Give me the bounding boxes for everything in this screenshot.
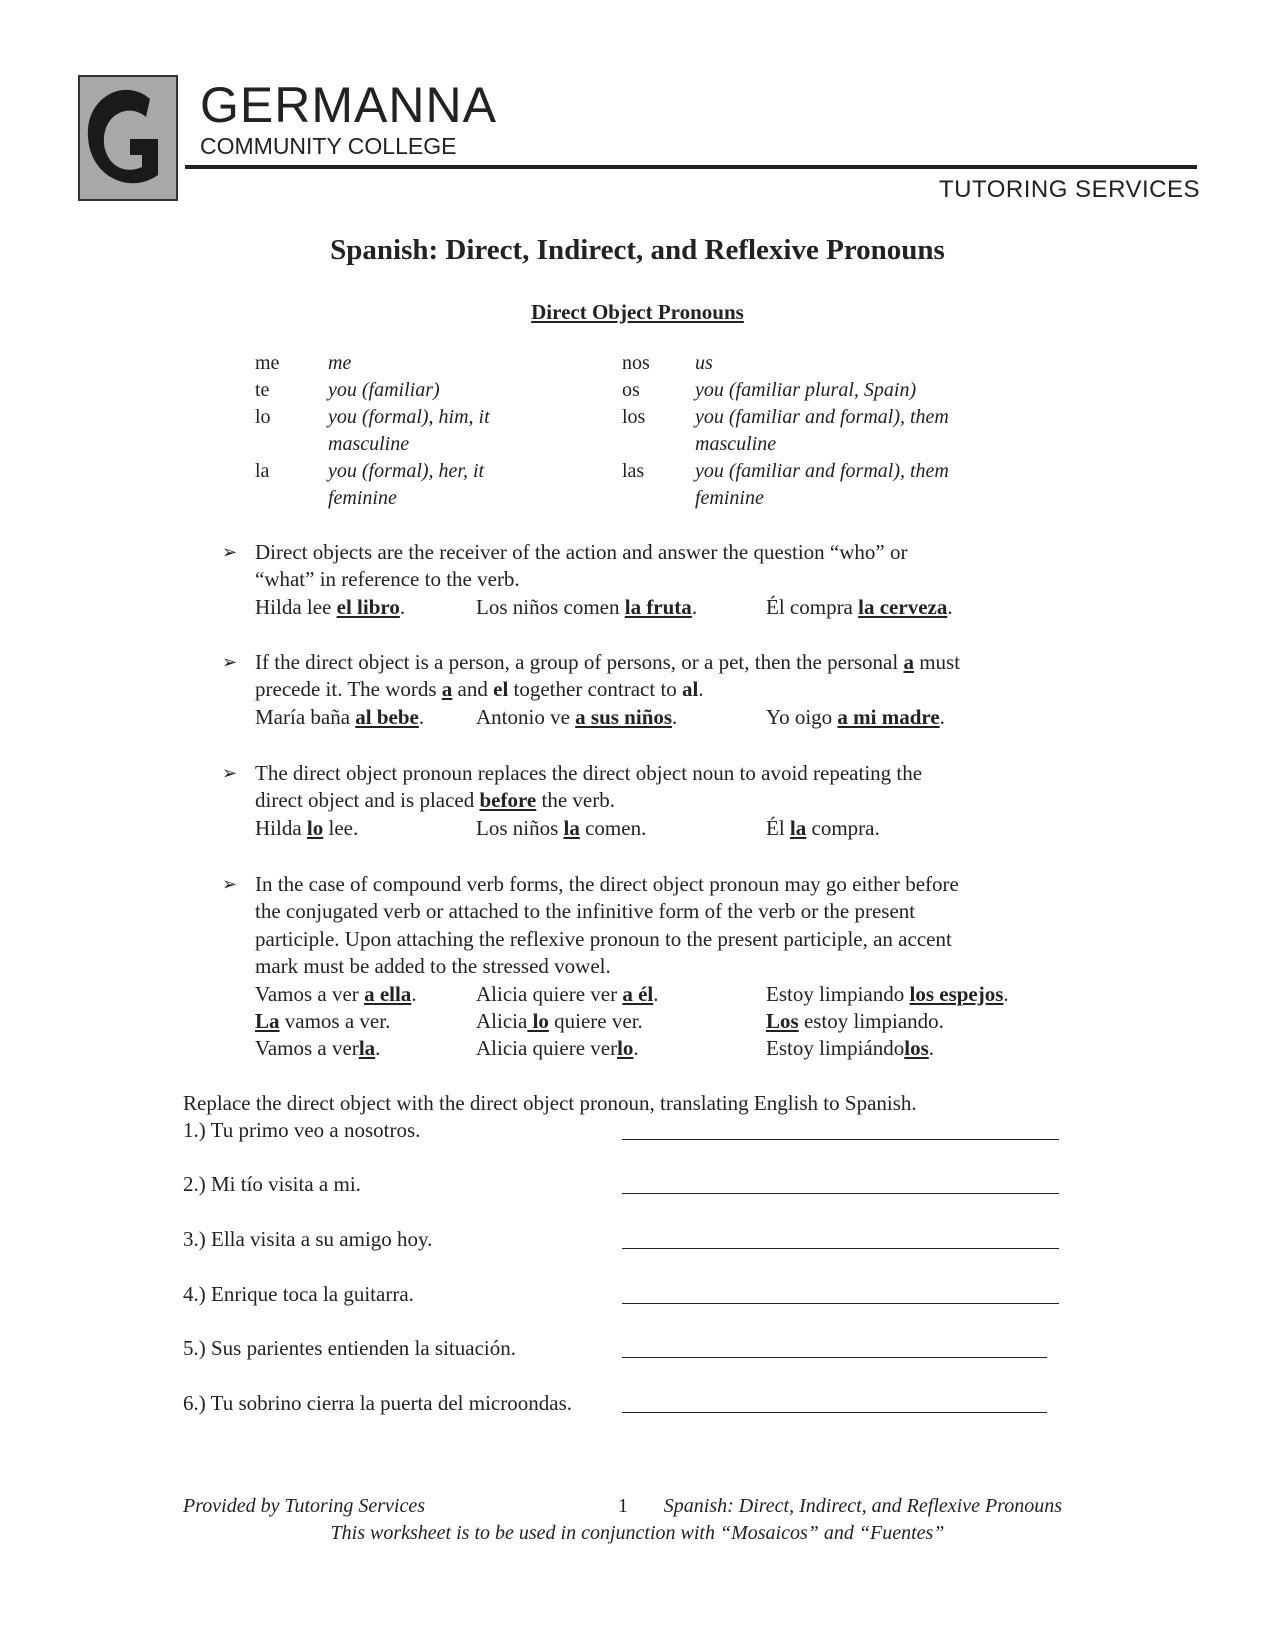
text-run: estoy limpiando.: [798, 1009, 944, 1033]
text-run: together contract to: [508, 677, 683, 702]
text-run: .: [698, 677, 704, 702]
pronoun-english: me: [328, 352, 352, 374]
example-sentence: [476, 814, 646, 842]
rule-text-line: [255, 870, 959, 898]
text-run: Vamos a ver: [255, 981, 365, 1006]
answer-line: [622, 1303, 1059, 1304]
example-sentence: [255, 980, 417, 1008]
example-sentence: [766, 1007, 944, 1035]
logo-g-icon: [80, 77, 176, 199]
rule-text-line: [255, 759, 922, 787]
text-run: The direct object pronoun replaces the direct object noun to avoid repeating the: [255, 761, 923, 785]
bullet-arrow-icon: ➢: [222, 542, 238, 562]
pronoun-gender: feminine: [695, 487, 764, 509]
logo-subtitle: COMMUNITY COLLEGE: [200, 133, 457, 159]
bullet-arrow-icon: ➢: [222, 652, 238, 672]
text-run: precede it. The words: [255, 677, 442, 702]
logo-name: GERMANNA: [200, 77, 497, 133]
highlighted-term: Los: [766, 1009, 799, 1033]
example-sentence: [766, 703, 945, 731]
rule-text-line: [255, 952, 611, 980]
text-run: the verb.: [536, 788, 615, 813]
bold-term: al: [682, 677, 699, 702]
example-sentence: [476, 703, 677, 731]
text-run: María baña: [255, 704, 356, 729]
text-run: .: [653, 981, 659, 1006]
pronoun-gender: masculine: [695, 433, 777, 455]
highlighted-term: a él: [622, 981, 654, 1006]
text-run: “what” in reference to the verb.: [255, 567, 520, 592]
rule-text-line: [255, 786, 615, 814]
text-run: .: [411, 981, 417, 1006]
highlighted-term: a mi madre: [837, 704, 940, 729]
pronoun-english: you (formal), him, it: [328, 406, 490, 428]
text-run: .: [672, 704, 678, 729]
highlighted-term: la cerveza: [858, 594, 948, 619]
text-run: .: [375, 1036, 381, 1061]
text-run: the conjugated verb or attached to the infinitive form of the verb or the present: [255, 899, 916, 924]
pronoun-gender: masculine: [328, 433, 410, 455]
text-run: .: [1003, 981, 1009, 1006]
pronoun-english: us: [695, 352, 713, 374]
example-sentence: [766, 814, 880, 842]
pronoun-english: you (formal), her, it: [328, 460, 485, 482]
highlighted-term: los espejos: [909, 981, 1004, 1006]
pronoun-spanish: os: [622, 379, 640, 401]
pronoun-gender: feminine: [328, 487, 397, 509]
pronoun-spanish: me: [255, 352, 280, 374]
section-heading: Direct Object Pronouns: [531, 300, 744, 324]
example-sentence: [255, 814, 358, 842]
text-run: .: [633, 1036, 639, 1061]
answer-line: [622, 1412, 1047, 1413]
rule-text-line: [255, 897, 915, 925]
highlighted-term: la fruta: [624, 594, 692, 619]
page-title: Spanish: Direct, Indirect, and Reflexive Pronouns: [330, 234, 945, 266]
exercise-item: 5.) Sus parientes entienden la situación.: [183, 1336, 516, 1360]
rule-text-line: [255, 648, 960, 676]
highlighted-term: before: [479, 788, 537, 813]
text-run: In the case of compound verb forms, the direct object pronoun may go either before: [255, 872, 959, 896]
highlighted-term: la: [563, 815, 580, 840]
text-run: Los niños comen: [476, 594, 625, 619]
text-run: must: [913, 650, 961, 674]
text-run: Hilda: [255, 815, 307, 840]
answer-line: [622, 1193, 1059, 1194]
pronoun-spanish: nos: [622, 352, 650, 374]
exercise-item: 1.) Tu primo veo a nosotros.: [183, 1118, 421, 1142]
text-run: direct object and is placed: [255, 788, 480, 813]
exercise-item: 2.) Mi tío visita a mi.: [183, 1172, 361, 1196]
example-sentence: [476, 1007, 643, 1035]
highlighted-term: a ella: [364, 981, 412, 1006]
example-sentence: [255, 703, 424, 731]
text-run: Hilda lee: [255, 594, 337, 619]
text-run: Alicia quiere ver: [476, 1036, 618, 1061]
text-run: lee.: [323, 815, 359, 840]
exercise-item: 3.) Ella visita a su amigo hoy.: [183, 1227, 433, 1251]
text-run: Él compra: [766, 594, 859, 619]
text-run: If the direct object is a person, a group of persons, or a pet, then the personal: [255, 650, 904, 674]
text-run: Alicia quiere ver: [476, 981, 623, 1006]
text-run: Estoy limpiándo: [766, 1036, 905, 1061]
exercise-item: 4.) Enrique toca la guitarra.: [183, 1282, 414, 1306]
pronoun-english: you (familiar and formal), them: [695, 406, 949, 428]
exercise-item: 6.) Tu sobrino cierra la puerta del microondas.: [183, 1391, 572, 1415]
text-run: mark must be added to the stressed vowel.: [255, 954, 611, 979]
highlighted-term: el libro: [336, 594, 400, 619]
highlighted-term: a: [903, 650, 914, 674]
example-sentence: [255, 593, 405, 621]
pronoun-spanish: la: [255, 460, 270, 482]
text-run: compra.: [806, 815, 880, 840]
example-sentence: [476, 980, 659, 1008]
rule-text-line: [255, 675, 704, 703]
pronoun-spanish: te: [255, 379, 270, 401]
highlighted-term: a sus niños: [575, 704, 673, 729]
footer-note: This worksheet is to be used in conjunction with “Mosaicos” and “Fuentes”: [330, 1522, 945, 1544]
exercise-instructions: Replace the direct object with the direct object pronoun, translating English to Spanish.: [183, 1091, 917, 1115]
pronoun-english: you (familiar and formal), them: [695, 460, 949, 482]
rule-text-line: [255, 565, 520, 593]
text-run: comen.: [579, 815, 647, 840]
answer-line: [622, 1248, 1059, 1249]
answer-line: [622, 1139, 1059, 1140]
pronoun-spanish: las: [622, 460, 645, 482]
text-run: .: [418, 704, 425, 729]
text-run: .: [947, 594, 953, 619]
footer-provider: Provided by Tutoring Services: [183, 1495, 425, 1517]
college-logo: [78, 75, 178, 201]
text-run: Los niños: [476, 815, 564, 840]
pronoun-spanish: los: [622, 406, 646, 428]
text-run: Estoy limpiando: [766, 981, 910, 1006]
highlighted-term: al bebe: [355, 704, 419, 729]
highlighted-term: lo: [306, 815, 324, 840]
text-run: Antonio ve: [476, 704, 576, 729]
highlighted-term: la: [358, 1036, 376, 1061]
answer-line: [622, 1357, 1047, 1358]
text-run: participle. Upon attaching the reflexive pronoun to the present participle, an accent: [255, 926, 952, 951]
bullet-arrow-icon: ➢: [222, 874, 238, 894]
highlighted-term: los: [904, 1036, 929, 1061]
footer-doc-title: Spanish: Direct, Indirect, and Reflexive Pronouns: [663, 1495, 1062, 1517]
highlighted-term: a: [441, 677, 453, 702]
example-sentence: [255, 1034, 380, 1062]
example-sentence: [766, 593, 953, 621]
text-run: Direct objects are the receiver of the action and answer the question “who” or: [255, 540, 908, 564]
example-sentence: [766, 980, 1009, 1008]
pronoun-english: you (familiar plural, Spain): [695, 379, 917, 401]
text-run: vamos a ver.: [279, 1009, 391, 1033]
text-run: .: [399, 594, 406, 619]
example-sentence: [255, 1007, 390, 1035]
example-sentence: [766, 1034, 934, 1062]
pronoun-english: you (familiar): [328, 379, 440, 401]
highlighted-term: lo: [527, 1009, 549, 1033]
text-run: .: [939, 704, 945, 729]
text-run: Vamos a ver: [255, 1036, 359, 1061]
text-run: and: [452, 677, 494, 702]
text-run: Yo oigo: [766, 704, 838, 729]
rule-text-line: [255, 538, 907, 566]
pronoun-spanish: lo: [255, 406, 271, 428]
header-rule: [185, 165, 1197, 169]
text-run: quiere ver.: [548, 1009, 643, 1033]
page-number: 1: [618, 1495, 628, 1517]
bold-term: el: [493, 677, 509, 702]
department-label: TUTORING SERVICES: [939, 176, 1200, 203]
text-run: .: [928, 1036, 935, 1061]
highlighted-term: La: [255, 1009, 280, 1033]
rule-text-line: [255, 925, 952, 953]
text-run: Alicia: [476, 1009, 528, 1033]
text-run: .: [691, 594, 698, 619]
bullet-arrow-icon: ➢: [222, 763, 238, 783]
example-sentence: [476, 1034, 639, 1062]
example-sentence: [476, 593, 697, 621]
highlighted-term: la: [789, 815, 807, 840]
highlighted-term: lo: [617, 1036, 634, 1061]
text-run: Él: [766, 815, 790, 840]
